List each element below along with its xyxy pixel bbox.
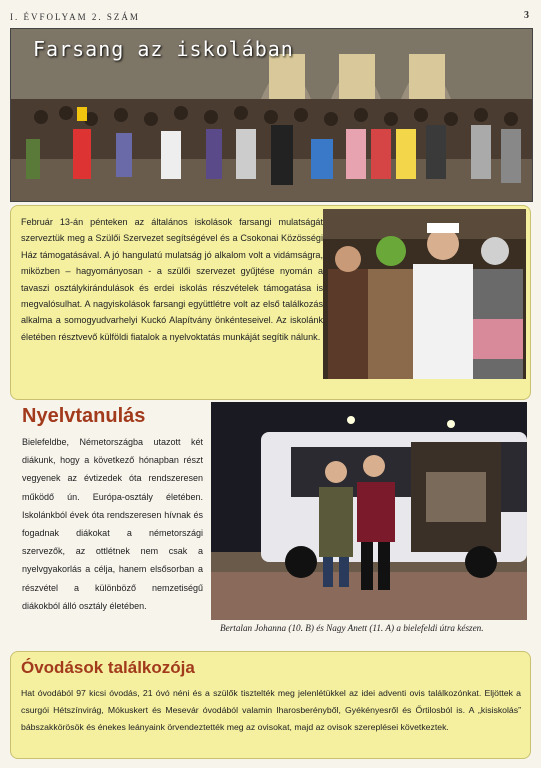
page-header	[10, 8, 531, 24]
page-number: 3	[524, 10, 529, 21]
nyelvtanulas-heading: Nyelvtanulás	[22, 405, 146, 427]
issue-label: I. ÉVFOLYAM 2. SZÁM	[10, 12, 140, 22]
ovodasok-article-box	[10, 651, 531, 759]
farsang-paragraph: Február 13-án pénteken az általános iskolások farsangi mulatságát szerveztük meg a Szülői Szervezet segítségével és a Csokonai Közösségi Ház támogatásával. A jó hangulatú mulatság jó alkalom volt a vidámságra, miközben – hagyományosan - a szülői szervezet gyűjtése nyomán a tavaszi osztálykirándulások és erdei iskolás részvételek támogatása is megvalósulhat. A nagyiskolások farsangi együttlétre volt az első találkozás alkalma a somogyudvarhelyi Kuckó Alapítvány önkénteseivel. Az iskolánk életében résztvevő külföldi fiatalok a nyelvoktatás munkáját segítik nálunk.	[21, 217, 323, 342]
photo-caption: Bertalan Johanna (10. B) és Nagy Anett (11. A) a bielefeldi útra készen.	[220, 623, 484, 633]
nyelvtanulas-paragraph: Bielefeldbe, Németországba utazott két diákunk, hogy a következő hónapban részt vegyenek az évtizedek óta rendszeresen működő ún. Európa-osztály életében. Iskolánkból évek óta rendszeresen hívnak és fogadnak diákokat a németországi szervezők, az ottlétnek nem csak a nyelvgyakorlás a célja, hanem elsősorban a részvétel a különböző nemzetiségű diákokból álló osztály életében.	[22, 437, 203, 611]
farsang-article-box	[10, 205, 531, 400]
ovodasok-paragraph: Hat óvodából 97 kicsi óvodás, 21 óvó néni és a szülők tisztelték meg jelenlétükkel az idei adventi ovis találkozónkat. Eljöttek a csurgói Hétszínvirág, Mókuskert és Mesevár óvodából valamin Iharosberényből, Gyékényesről és Őrtilosból is. A „kisiskolás” bábszakkörösök és énekes leányaink örvendeztették meg az ovisokat, majd az ovisok szereplései következtek.	[21, 688, 521, 732]
hero-title: Farsang az iskolában	[33, 37, 294, 61]
hero-photo	[10, 28, 533, 202]
ovodasok-heading: Óvodások találkozója	[21, 658, 195, 677]
students-van-image	[211, 402, 527, 620]
costumed-students-image	[323, 209, 526, 379]
students-van-photo	[211, 402, 527, 620]
costumed-students-photo	[323, 209, 526, 379]
